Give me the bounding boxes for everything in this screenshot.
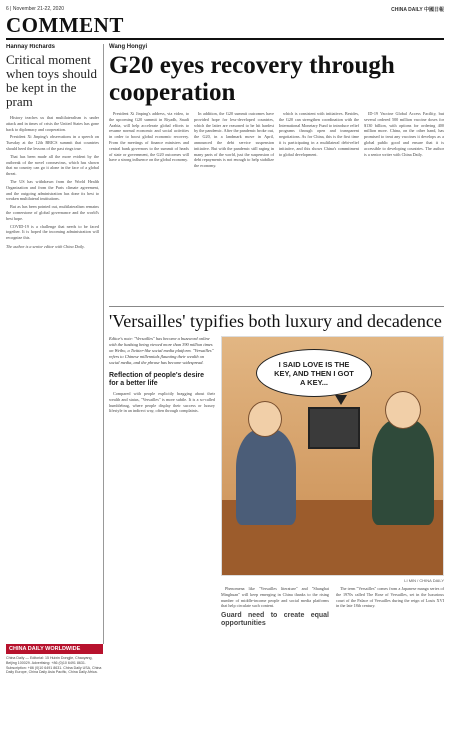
versailles-headline: 'Versailles' typifies both luxury and decadence [109, 311, 442, 331]
main-column-3 [279, 111, 359, 333]
versailles-paragraph: Phenomena like "Versailles literature" and "Shanghai Minghuan" will keep emerging in China thanks to the rising number of middle-income people and social media platforms that help circulate such content. [221, 586, 329, 609]
editor-note: Editor's note: "Versailles" has become a buzzword online with the hashtag being viewed more than 390 million times on Weibo, a Twitter-like social media platform. "Versailles" refers to Chinese millennials flaunting their wealth on social media, and the phrase has become widespread. [109, 336, 214, 365]
main-paragraph: In addition, the G20 summit outcomes have provided hope for less-developed countries, which the latter are reasoned to be hit hardest by the pandemic. After the pandemic broke out, the G20, in a landmark move in April, announced the debt service suspension initiative. But with the pandemic still raging in many parts of the world, just the suspension of debt repayments is not enough to help stabilize the economy. [194, 111, 274, 169]
left-body [6, 115, 99, 241]
versailles-paragraph: The term "Versailles" comes from a Japanese manga series of the 1970s called The Rose of Versailles, set in the luxurious court of the Palace of Versailles during the reign of Louis XVI in the late 18th century. [336, 586, 444, 609]
speech-bubble-tail [335, 395, 347, 405]
cartoon-figure-right [372, 419, 434, 525]
left-column [6, 44, 99, 644]
column-divider [103, 44, 104, 644]
versailles-column-1 [109, 336, 215, 734]
article-rule [109, 306, 444, 307]
cartoon-figure-left [236, 429, 296, 525]
left-headline: Critical moment when toys should be kept in the pram [6, 52, 97, 109]
worldwide-bar: CHINA DAILY WORLDWIDE [6, 644, 103, 654]
section-title: COMMENT [6, 13, 124, 37]
versailles-subhead-2: Guard need to create equal opportunities [221, 612, 329, 628]
left-author-note: The author is a senior editor with China Daily. [6, 243, 85, 249]
versailles-paragraph: Compared with people explicitly bragging about their wealth and status, "Versailles" is more subtle. It is a so-called humblebrag, where people display their success or luxury lifestyle in an indirect way, often through complaints. [109, 391, 215, 414]
versailles-column-2 [221, 586, 329, 734]
cartoon-head-left [248, 401, 282, 437]
main-column-1 [109, 111, 189, 333]
left-paragraph: President Xi Jinping's observations in a speech on Tuesday at the 12th BRICS summit that countries should heed the lessons of the past rings true. [6, 134, 99, 151]
folio-brand: CHINA DAILY 中國日報 [391, 7, 444, 13]
speech-bubble-text: I SAID LOVE IS THE KEY, AND THEN I GOT A KEY... [274, 359, 354, 387]
cartoon-screen [308, 407, 360, 449]
speech-bubble [256, 349, 372, 397]
main-paragraph: ID-19 Vaccine Global Access Facility, but several ordered 500 million vaccine doses for $130 billion, with options for ordering 400 million more. China, on the other hand, has promised to treat any vaccines it develops as a global public good and ensure that it is accessible to developing countries. The author is a senior writer with China Daily. [364, 111, 444, 157]
cartoon-head-right [385, 391, 421, 429]
left-paragraph: History teaches us that multilateralism is under attack and in times of crisis the United States has gone back to diplomacy and cooperation. [6, 115, 99, 132]
folio-date: 6 | November 21-22, 2020 [6, 6, 65, 12]
versailles-column-3 [336, 586, 444, 734]
versailles-subhead: Reflection of people's desire for a better life [109, 372, 205, 387]
main-headline: G20 eyes recovery through cooperation [109, 52, 395, 106]
left-paragraph: That has been made all the more evident by the outbreak of the novel coronavirus, which has shown that no country can go it alone in the face of a global threat. [6, 153, 99, 177]
versailles-article [109, 336, 444, 734]
main-article [109, 44, 444, 333]
left-author: Hannay Richards [6, 44, 56, 50]
main-paragraph: which is consistent with initiatives. Besides, the G20 can strengthen coordination with the International Monetary Fund to introduce relief programs through open and transparent negotiations. As for China, this is the first time it is participating in a multilateral debt-relief initiative, and this shows China's commitment to global development. [279, 111, 359, 157]
worldwide-info: China Daily — Editorial: 15 Huixin Dongjie, Chaoyang, Beijing 100029. Advertising: +86 (0)10 6491 8631. Subscription: +86 (0)10 6491 8631. China Daily USA, China Daily Europe, China Daily Asia Pacific, China Daily Africa. [6, 656, 102, 675]
left-paragraph: But as has been pointed out, multilateralism remains the cornerstone of global governance and the world's best hope. [6, 204, 99, 221]
main-author: Wang Hongyi [109, 44, 148, 50]
main-column-4 [364, 111, 444, 333]
main-paragraph: President Xi Jinping's address, via video, to the upcoming G20 summit in Riyadh, Saudi Arabia, will help accelerate global efforts to resume normal economic and social activities in order to boost global economic recovery. From the meetings of finance ministers and central bank governors to the summit of heads of state or government, the G20 outcomes will have a strong influence on the global economy. [109, 111, 189, 163]
main-body [109, 111, 444, 333]
section-rule [6, 38, 444, 40]
cartoon-credit: LI MIN / CHINA DAILY [404, 578, 444, 583]
left-paragraph: COVID-19 is a challenge that needs to be faced together. It is hoped the incoming administration will recognize this. [6, 223, 99, 241]
left-paragraph: The US has withdrawn from the World Health Organization and from the Paris climate agreement, and the outgoing administration has done its best to weaken multilateral institutions. [6, 178, 99, 202]
main-column-2 [194, 111, 274, 333]
versailles-body-1 [109, 391, 215, 414]
cartoon-illustration [221, 336, 444, 576]
